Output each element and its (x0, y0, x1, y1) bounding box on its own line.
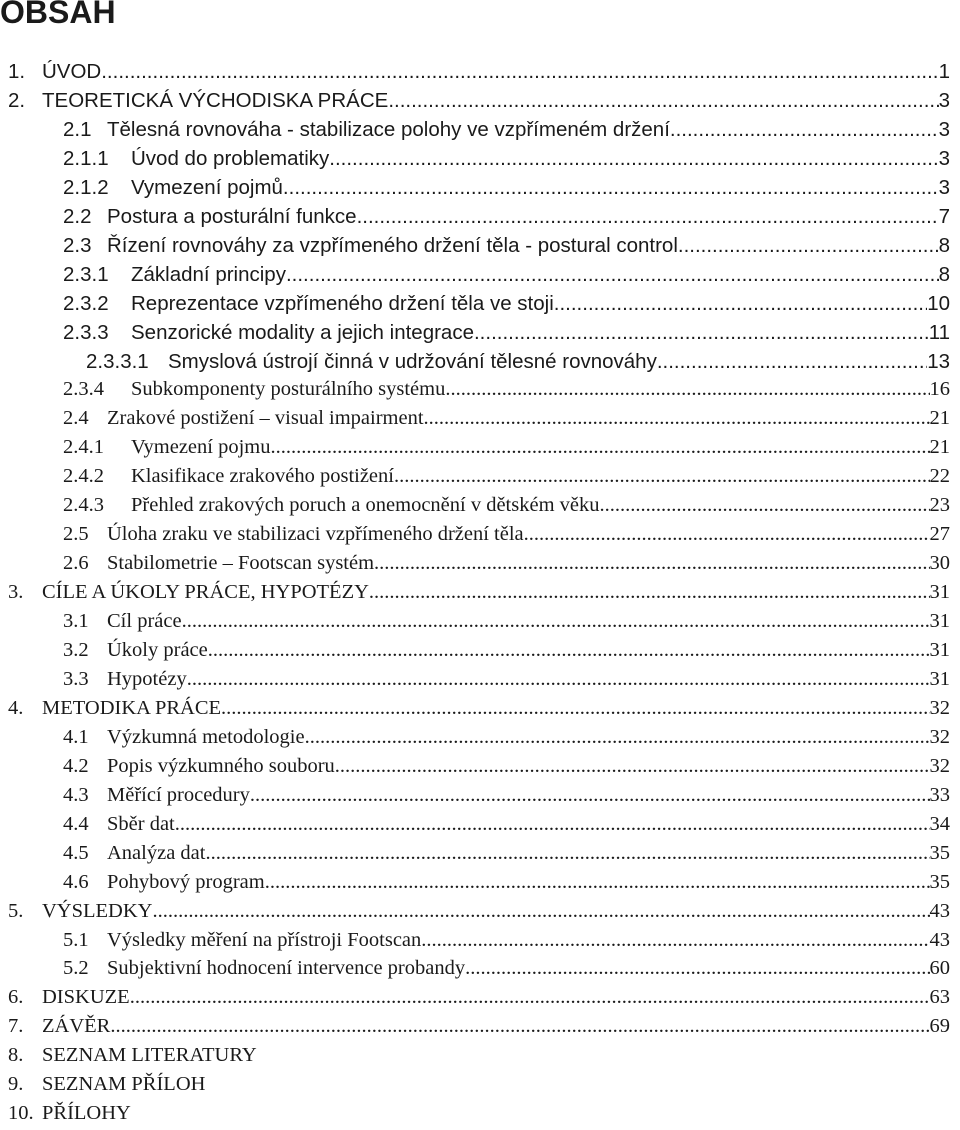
toc-entry-page: 30 (929, 552, 950, 574)
toc-entry-number: 2.3.4 (63, 378, 104, 400)
toc-entry-page: 22 (929, 465, 950, 487)
toc-leader-dots (208, 636, 930, 665)
toc-entry[interactable] (8, 694, 950, 723)
toc-entry[interactable] (63, 260, 950, 289)
toc-entry-number: 2.3 (63, 234, 92, 257)
page-title: OBSAH (0, 0, 116, 30)
toc-entry-label: Vymezení pojmu (131, 436, 271, 458)
toc-entry-page: 3 (938, 147, 950, 170)
toc-entry-label: Subjektivní hodnocení intervence probandy (107, 957, 466, 979)
toc-entry[interactable] (63, 607, 950, 636)
toc-entry-number: 2.4.3 (63, 494, 104, 516)
toc-entry-page: 33 (929, 784, 950, 806)
toc-leader-dots (305, 723, 930, 752)
toc-entry-label: Smyslová ústrojí činná v udržování tělesné rovnováhy (168, 350, 657, 373)
toc-entry-page: 11 (928, 321, 950, 344)
toc-entry-page: 21 (929, 407, 950, 429)
toc-leader-dots (678, 231, 939, 260)
toc-entry-number: 9. (8, 1073, 24, 1095)
toc-entry[interactable] (63, 231, 950, 260)
toc-entry[interactable] (63, 954, 950, 983)
toc-entry[interactable] (63, 115, 950, 144)
toc-entry-label: Měřící procedury (107, 784, 250, 806)
toc-entry-number: 2.1.2 (63, 176, 109, 199)
toc-entry[interactable] (86, 347, 950, 376)
toc-entry-label: Výzkumná metodologie (107, 726, 305, 748)
toc-entry-number: 4.1 (63, 726, 89, 748)
toc-entry-label: ÚVOD (42, 60, 102, 83)
toc-entry-page: 7 (938, 205, 950, 228)
toc-leader-dots (286, 260, 939, 289)
toc-entry-label: TEORETICKÁ VÝCHODISKA PRÁCE (42, 89, 389, 112)
toc-entry[interactable] (63, 202, 950, 231)
toc-leader-dots (445, 375, 929, 404)
toc-entry-label: SEZNAM PŘÍLOH (42, 1073, 206, 1095)
toc-entry[interactable] (63, 462, 950, 491)
toc-entry[interactable] (8, 1070, 950, 1099)
toc-entry-label: Analýza dat (107, 842, 206, 864)
toc-leader-dots (524, 520, 930, 549)
toc-entry[interactable] (63, 549, 950, 578)
toc-entry-page: 32 (929, 726, 950, 748)
toc-leader-dots (101, 57, 938, 86)
toc-entry[interactable] (63, 839, 950, 868)
toc-entry-label: Zrakové postižení – visual impairment (107, 407, 424, 429)
toc-entry-number: 8. (8, 1044, 24, 1066)
toc-entry-number: 2.1.1 (63, 147, 109, 170)
toc-entry-page: 43 (929, 929, 950, 951)
toc-entry-label: Základní principy (131, 263, 286, 286)
toc-entry-label: Klasifikace zrakového postižení (131, 465, 394, 487)
toc-entry-number: 2.3.2 (63, 292, 109, 315)
toc-entry-number: 3. (8, 581, 24, 603)
toc-entry-number: 5.2 (63, 957, 89, 979)
toc-entry[interactable] (63, 289, 950, 318)
toc-entry-label: Tělesná rovnováha - stabilizace polohy ve vzpřímeném držení. (107, 118, 676, 141)
toc-entry[interactable] (8, 578, 950, 607)
toc-leader-dots (187, 665, 930, 694)
toc-leader-dots (182, 607, 930, 636)
toc-entry-page: 32 (929, 697, 950, 719)
toc-entry[interactable] (8, 1041, 950, 1070)
toc-entry-label: Úkoly práce (107, 639, 208, 661)
toc-leader-dots (205, 839, 929, 868)
toc-entry-page: 31 (929, 639, 950, 661)
toc-entry-number: 5. (8, 900, 24, 922)
toc-leader-dots (221, 694, 929, 723)
toc-leader-dots (110, 1012, 929, 1041)
toc-entry[interactable] (63, 926, 950, 955)
toc-leader-dots (283, 173, 939, 202)
toc-entry-label: Přehled zrakových poruch a onemocnění v dětském věku (131, 494, 600, 516)
toc-entry-page: 63 (929, 986, 950, 1008)
toc-entry[interactable] (63, 752, 950, 781)
toc-leader-dots (271, 433, 930, 462)
toc-leader-dots (175, 810, 930, 839)
toc-entry[interactable] (8, 897, 950, 926)
toc-leader-dots (424, 404, 930, 433)
toc-entry-number: 2.5 (63, 523, 89, 545)
toc-leader-dots (357, 202, 939, 231)
toc-entry-label: METODIKA PRÁCE (42, 697, 222, 719)
toc-entry-page: 43 (929, 900, 950, 922)
toc-entry-page: 35 (929, 871, 950, 893)
toc-entry-label: Stabilometrie – Footscan systém (107, 552, 375, 574)
toc-entry-page: 31 (929, 581, 950, 603)
toc-entry-page: 16 (929, 378, 950, 400)
toc-entry[interactable] (8, 57, 950, 86)
toc-entry-number: 2.3.3.1 (86, 350, 149, 373)
toc-entry-label: Úloha zraku ve stabilizaci vzpřímeného držení těla (107, 523, 524, 545)
toc-entry-number: 1. (8, 60, 26, 83)
toc-entry-number: 3.3 (63, 668, 89, 690)
toc-entry[interactable] (63, 433, 950, 462)
toc-entry[interactable] (63, 520, 950, 549)
toc-leader-dots (600, 491, 930, 520)
toc-leader-dots (329, 144, 938, 173)
toc-entry-page: 31 (929, 610, 950, 632)
toc-entry-label: Sběr dat (107, 813, 175, 835)
toc-entry-number: 2.2 (63, 205, 92, 228)
toc-entry-page: 32 (929, 755, 950, 777)
toc-entry-number: 4. (8, 697, 24, 719)
toc-entry-page: 27 (929, 523, 950, 545)
toc-entry-page: 31 (929, 668, 950, 690)
toc-entry-label: CÍLE A ÚKOLY PRÁCE, HYPOTÉZY (42, 581, 369, 603)
toc-leader-dots (130, 983, 930, 1012)
toc-entry-page: 69 (929, 1015, 950, 1037)
toc-entry-label: Popis výzkumného souboru (107, 755, 335, 777)
toc-entry[interactable] (63, 491, 950, 520)
toc-leader-dots (374, 549, 929, 578)
toc-entry-label: ZÁVĚR (42, 1015, 111, 1037)
toc-entry[interactable] (63, 375, 950, 404)
toc-leader-dots (265, 868, 930, 897)
toc-entry[interactable] (63, 810, 950, 839)
toc-entry[interactable] (63, 868, 950, 897)
toc-entry-number: 10. (8, 1102, 34, 1124)
toc-entry[interactable] (8, 86, 950, 115)
toc-entry-number: 5.1 (63, 929, 89, 951)
toc-entry-number: 4.2 (63, 755, 89, 777)
toc-leader-dots (554, 289, 927, 318)
toc-entry-page: 60 (929, 957, 950, 979)
toc-leader-dots (474, 318, 929, 347)
toc-entry-number: 4.5 (63, 842, 89, 864)
toc-entry[interactable] (63, 723, 950, 752)
toc-entry-label: Řízení rovnováhy za vzpřímeného držení těla - postural control (107, 234, 678, 257)
toc-entry-page: 8 (938, 263, 950, 286)
toc-entry-page: 35 (929, 842, 950, 864)
toc-entry-label: Senzorické modality a jejich integrace (131, 321, 474, 344)
toc-entry-number: 2. (8, 89, 26, 112)
toc-entry-label: Reprezentace vzpřímeného držení těla ve stoji (131, 292, 554, 315)
toc-entry-number: 2.3.3 (63, 321, 109, 344)
toc-leader-dots (250, 781, 930, 810)
toc-entry-number: 7. (8, 1015, 24, 1037)
toc-entry-number: 3.2 (63, 639, 89, 661)
toc-entry[interactable] (63, 318, 950, 347)
toc-entry-page: 10 (927, 292, 950, 315)
toc-entry-page: 1 (938, 60, 950, 83)
toc-entry-label: PŘÍLOHY (42, 1102, 131, 1124)
toc-entry[interactable] (63, 404, 950, 433)
toc-entry-page: 3 (938, 89, 950, 112)
toc-entry[interactable] (63, 144, 950, 173)
toc-entry-page: 23 (929, 494, 950, 516)
toc-entry-number: 4.6 (63, 871, 89, 893)
toc-entry-page: 3 (938, 118, 950, 141)
toc-entry-label: Vymezení pojmů (131, 176, 283, 199)
toc-entry[interactable] (63, 173, 950, 202)
toc-entry-number: 4.3 (63, 784, 89, 806)
toc-leader-dots (657, 347, 927, 376)
toc-entry-number: 2.4.1 (63, 436, 104, 458)
toc-leader-dots (152, 897, 929, 926)
toc-entry-number: 2.4 (63, 407, 89, 429)
toc-entry-number: 2.1 (63, 118, 92, 141)
toc-entry-label: Postura a posturální funkce (107, 205, 357, 228)
toc-entry[interactable] (8, 983, 950, 1012)
toc-entry-number: 2.6 (63, 552, 89, 574)
toc-leader-dots (465, 954, 929, 983)
toc-entry-label: Subkomponenty posturálního systému (131, 378, 446, 400)
toc-entry[interactable] (63, 636, 950, 665)
toc-entry-page: 13 (927, 350, 950, 373)
toc-entry-label: SEZNAM LITERATURY (42, 1044, 257, 1066)
toc-entry-label: Pohybový program (107, 871, 265, 893)
toc-entry-page: 3 (938, 176, 950, 199)
toc-leader-dots (676, 115, 939, 144)
toc-entry-label: Úvod do problematiky (131, 147, 330, 170)
toc-entry-label: DISKUZE (42, 986, 130, 1008)
toc-leader-dots (421, 926, 929, 955)
toc-entry-label: Cíl práce (107, 610, 182, 632)
toc-leader-dots (335, 752, 930, 781)
toc-entry[interactable] (8, 1012, 950, 1041)
toc-leader-dots (394, 462, 930, 491)
toc-entry-label: Výsledky měření na přístroji Footscan (107, 929, 422, 951)
toc-entry-number: 3.1 (63, 610, 89, 632)
toc-entry-page: 21 (929, 436, 950, 458)
toc-entry[interactable] (63, 665, 950, 694)
toc-leader-dots (369, 578, 930, 607)
toc-entry-page: 34 (929, 813, 950, 835)
toc-entry-number: 4.4 (63, 813, 89, 835)
toc-entry[interactable] (8, 1099, 950, 1128)
toc-entry-label: VÝSLEDKY (42, 900, 153, 922)
toc-entry[interactable] (63, 781, 950, 810)
toc-leader-dots (388, 86, 938, 115)
toc-entry-number: 2.3.1 (63, 263, 109, 286)
toc-entry-number: 2.4.2 (63, 465, 104, 487)
toc-entry-page: 8 (938, 234, 950, 257)
toc-entry-number: 6. (8, 986, 24, 1008)
toc-entry-label: Hypotézy (107, 668, 187, 690)
